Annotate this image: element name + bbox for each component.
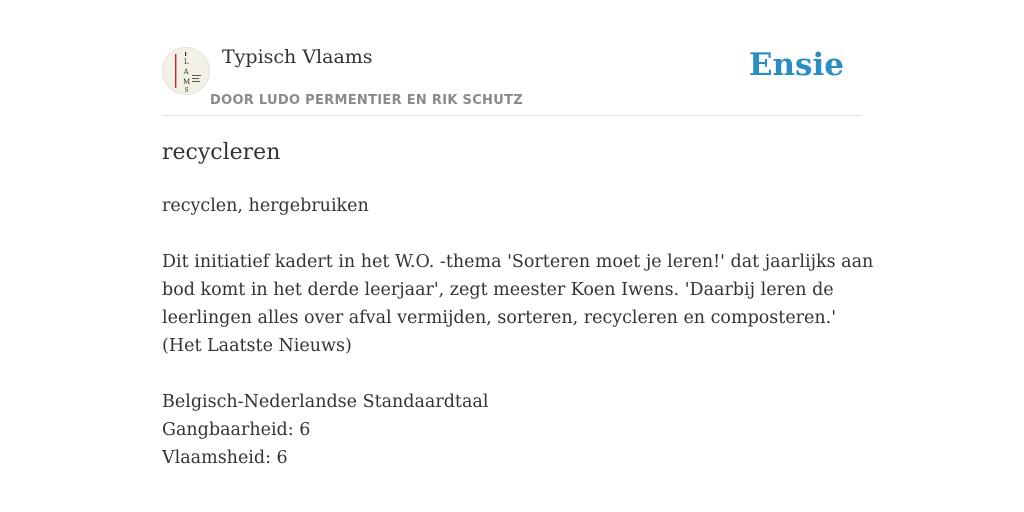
spacer <box>162 220 862 248</box>
svg-text:M: M <box>183 78 191 86</box>
example-line: bod komt in het derde leerjaar', zegt meester Koen Iwens. 'Daarbij leren de <box>162 280 834 300</box>
language-label: Belgisch-Nederlandse Standaardtaal <box>162 392 489 412</box>
blog-header <box>162 0 862 116</box>
vlaamsheid-score: Vlaamsheid: 6 <box>162 448 288 468</box>
byline: DOOR LUDO PERMENTIER EN RIK SCHUTZ <box>210 93 523 108</box>
gangbaarheid-score: Gangbaarheid: 6 <box>162 420 311 440</box>
blog-title[interactable]: Typisch Vlaams <box>222 46 373 68</box>
svg-text:A: A <box>183 68 189 76</box>
example-line: Dit initiatief kadert in het W.O. -thema 'Sorteren moet je leren!' dat jaarlijks aan <box>162 252 874 272</box>
brand-logo[interactable]: Ensie <box>748 47 844 83</box>
example-line: leerlingen alles over afval vermijden, sorteren, recycleren en composteren.' <box>162 308 837 328</box>
spacer <box>162 360 862 388</box>
entry-card <box>162 0 874 512</box>
svg-text:L: L <box>184 58 189 66</box>
example-source: (Het Laatste Nieuws) <box>162 336 352 356</box>
book-cover-icon[interactable] <box>162 47 210 95</box>
entry-title: recycleren <box>162 140 281 165</box>
book-cover-graphic <box>163 48 209 94</box>
definition: recyclen, hergebruiken <box>162 196 369 216</box>
svg-text:S: S <box>184 87 189 94</box>
entry-content <box>162 192 874 472</box>
